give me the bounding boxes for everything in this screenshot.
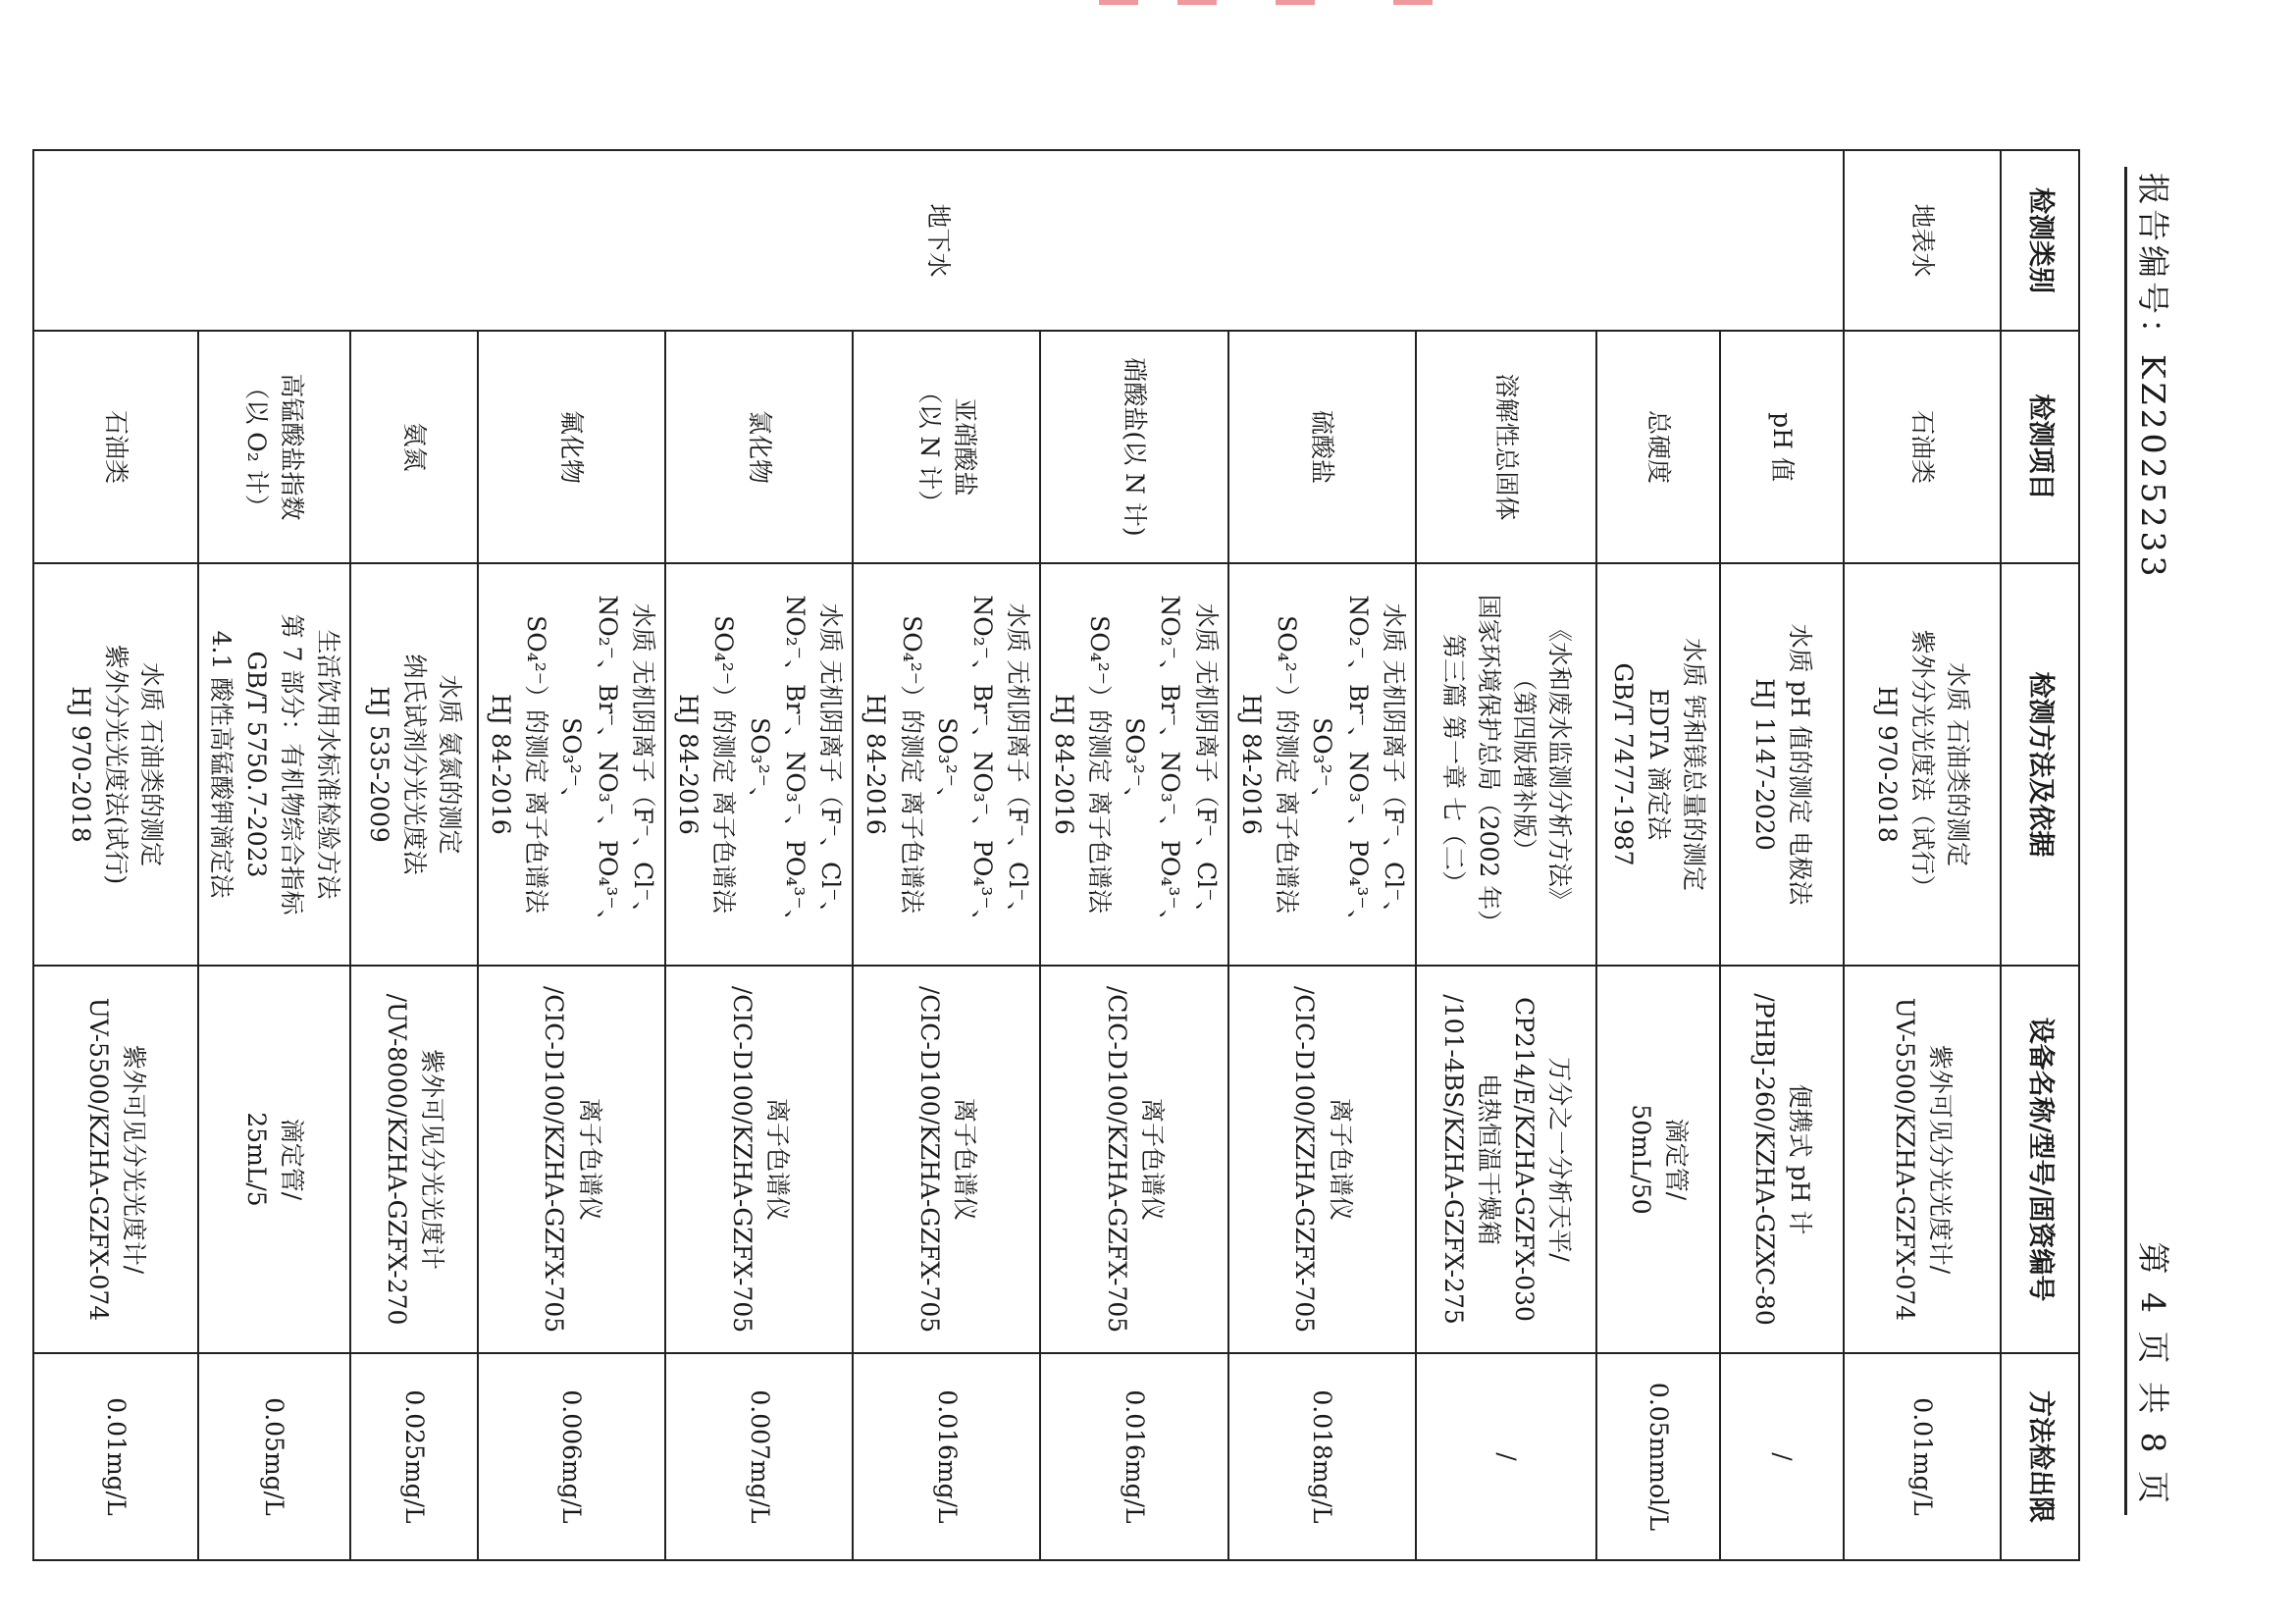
table-row — [1596, 150, 1720, 1560]
equipment-cell: 紫外可见分光光度计/ UV-5500/KZHA-GZFX-074 — [33, 966, 198, 1353]
method-cell: 水质 石油类的测定 紫外分光光度法(试行) HJ 970-2018 — [33, 563, 198, 966]
seal-fragment — [1099, 0, 1138, 34]
equipment-cell: 离子色谱仪 /CIC-D100/KZHA-GZFX-705 — [1228, 966, 1416, 1353]
item-cell: 溶解性总固体 — [1416, 331, 1596, 563]
detection-method-table — [32, 149, 2080, 1561]
method-cell: 水质 无机阴离子（F⁻、Cl⁻、 NO₂⁻、Br⁻、NO₃⁻、PO₄³⁻、SO₃²⁻、 SO₄²⁻）的测定 离子色谱法 HJ 84-2016 — [1228, 563, 1416, 966]
limit-cell: 0.05mg/L — [198, 1353, 350, 1560]
limit-cell: / — [1416, 1353, 1596, 1560]
method-cell: 《水和废水监测分析方法》 （第四版增补版） 国家环境保护总局（2002 年） 第三篇 第一章 七（二） — [1416, 563, 1596, 966]
seal-fragment — [1393, 0, 1433, 34]
header-method: 检测方法及依据 — [2001, 563, 2079, 966]
method-cell: 水质 pH 值的测定 电极法 HJ 1147-2020 — [1720, 563, 1844, 966]
table-row — [1041, 150, 1228, 1560]
method-cell: 水质 石油类的测定 紫外分光光度法（试行） HJ 970-2018 — [1844, 563, 2001, 966]
limit-cell: 0.016mg/L — [1041, 1353, 1228, 1560]
item-cell: 氨氮 — [350, 331, 478, 563]
limit-cell: 0.016mg/L — [853, 1353, 1040, 1560]
header-equipment: 设备名称/型号/固资编号 — [2001, 966, 2079, 1353]
equipment-cell: 紫外可见分光光度计/ UV-5500/KZHA-GZFX-074 — [1844, 966, 2001, 1353]
limit-cell: 0.05mmol/L — [1596, 1353, 1720, 1560]
table-row — [350, 150, 478, 1560]
equipment-cell: 离子色谱仪 /CIC-D100/KZHA-GZFX-705 — [1041, 966, 1228, 1353]
method-cell: 水质 无机阴离子（F⁻、Cl⁻、 NO₂⁻、Br⁻、NO₃⁻、PO₄³⁻、SO₃²⁻、 SO₄²⁻）的测定 离子色谱法 HJ 84-2016 — [478, 563, 665, 966]
table-row — [1228, 150, 1416, 1560]
method-cell: 水质 无机阴离子（F⁻、Cl⁻、 NO₂⁻、Br⁻、NO₃⁻、PO₄³⁻、SO₃²⁻、 SO₄²⁻）的测定 离子色谱法 HJ 84-2016 — [853, 563, 1040, 966]
equipment-cell: 离子色谱仪 /CIC-D100/KZHA-GZFX-705 — [478, 966, 665, 1353]
equipment-cell: 滴定管/ 50mL/50 — [1596, 966, 1720, 1353]
equipment-cell: 便携式 pH 计 /PHBJ-260/KZHA-GZXC-80 — [1720, 966, 1844, 1353]
equipment-cell: 紫外可见分光光度计 /UV-8000/KZHA-GZFX-270 — [350, 966, 478, 1353]
header-limit: 方法检出限 — [2001, 1353, 2079, 1560]
item-cell: 硫酸盐 — [1228, 331, 1416, 563]
item-cell: pH 值 — [1720, 331, 1844, 563]
method-cell: 水质 钙和镁总量的测定 EDTA 滴定法 GB/T 7477-1987 — [1596, 563, 1720, 966]
table-row — [853, 150, 1040, 1560]
header-divider — [2124, 167, 2127, 1515]
item-cell: 氯化物 — [665, 331, 853, 563]
limit-cell: / — [1720, 1353, 1844, 1560]
table-row — [198, 150, 350, 1560]
report-number: 报告编号：KZ2025233 — [2134, 173, 2172, 581]
seal-fragment — [1177, 0, 1217, 34]
equipment-cell: 滴定管/ 25mL/5 — [198, 966, 350, 1353]
method-cell: 水质 无机阴离子（F⁻、Cl⁻、 NO₂⁻、Br⁻、NO₃⁻、PO₄³⁻、SO₃²⁻、 SO₄²⁻）的测定 离子色谱法 HJ 84-2016 — [1041, 563, 1228, 966]
item-cell: 亚硝酸盐 （以 N 计） — [853, 331, 1040, 563]
table-row — [1416, 150, 1596, 1560]
seal-fragment — [1276, 0, 1315, 34]
item-cell: 石油类 — [1844, 331, 2001, 563]
equipment-cell: 离子色谱仪 /CIC-D100/KZHA-GZFX-705 — [853, 966, 1040, 1353]
header-item: 检测项目 — [2001, 331, 2079, 563]
item-cell: 石油类 — [33, 331, 198, 563]
equipment-cell: 万分之一分析天平/ CP214/E/KZHA-GZFX-030 电热恒温干燥箱 /101-4BS/KZHA-GZFX-275 — [1416, 966, 1596, 1353]
method-cell: 水质 无机阴离子（F⁻、Cl⁻、 NO₂⁻、Br⁻、NO₃⁻、PO₄³⁻、SO₃²⁻、 SO₄²⁻）的测定 离子色谱法 HJ 84-2016 — [665, 563, 853, 966]
limit-cell: 0.007mg/L — [665, 1353, 853, 1560]
limit-cell: 0.025mg/L — [350, 1353, 478, 1560]
equipment-cell: 离子色谱仪 /CIC-D100/KZHA-GZFX-705 — [665, 966, 853, 1353]
method-cell: 生活饮用水标准检验方法 第 7 部分：有机物综合指标 GB/T 5750.7-2023 4.1 酸性高锰酸钾滴定法 — [198, 563, 350, 966]
table-row — [1720, 150, 1844, 1560]
item-cell: 氟化物 — [478, 331, 665, 563]
method-cell: 水质 氨氮的测定 纳氏试剂分光光度法 HJ 535-2009 — [350, 563, 478, 966]
table-row — [665, 150, 853, 1560]
limit-cell: 0.006mg/L — [478, 1353, 665, 1560]
table-header-row — [2001, 150, 2079, 1560]
limit-cell: 0.01mg/L — [1844, 1353, 2001, 1560]
category-cell-groundwater: 地下水 — [33, 150, 1844, 331]
category-cell-surface-water: 地表水 — [1844, 150, 2001, 331]
table-row — [478, 150, 665, 1560]
page-number: 第 4 页 共 8 页 — [2134, 1241, 2172, 1507]
header-category: 检测类别 — [2001, 150, 2079, 331]
item-cell: 硝酸盐(以 N 计) — [1041, 331, 1228, 563]
table-row — [1844, 150, 2001, 1560]
limit-cell: 0.018mg/L — [1228, 1353, 1416, 1560]
table-row — [33, 150, 198, 1560]
item-cell: 总硬度 — [1596, 331, 1720, 563]
item-cell: 高锰酸盐指数 （以 O₂ 计） — [198, 331, 350, 563]
limit-cell: 0.01mg/L — [33, 1353, 198, 1560]
